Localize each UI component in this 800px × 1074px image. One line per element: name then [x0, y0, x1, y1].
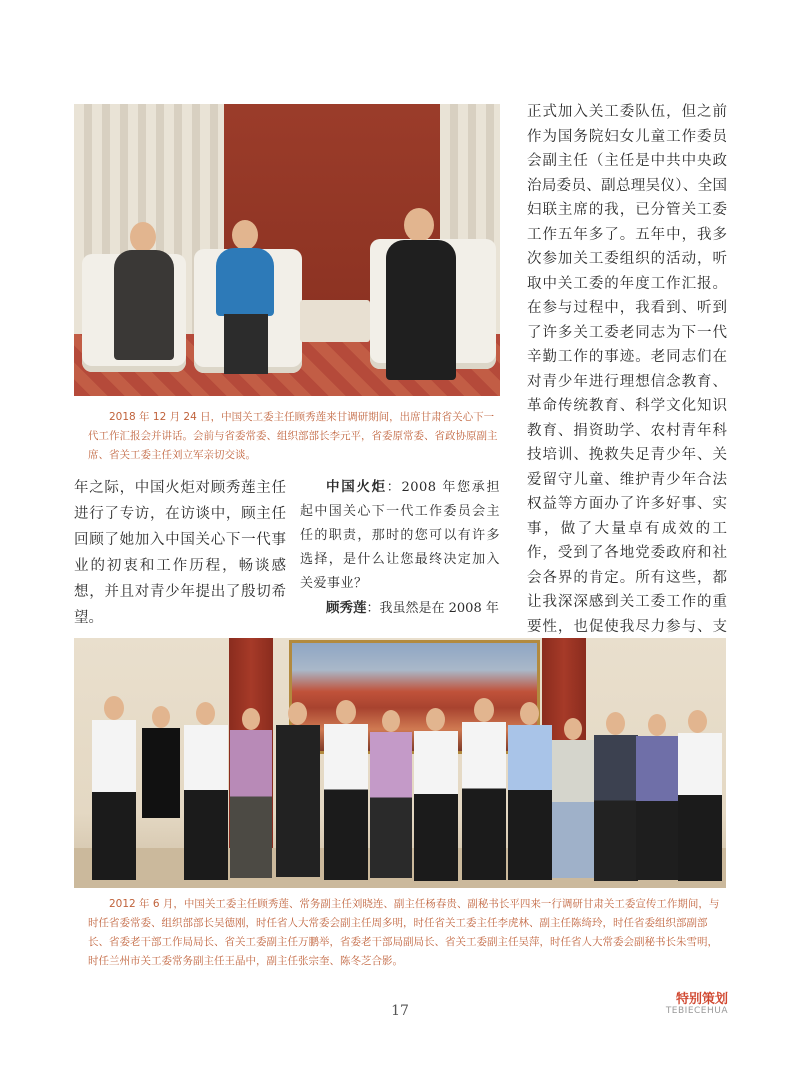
person-head [104, 696, 124, 720]
group-person [142, 728, 180, 818]
person-head [382, 710, 400, 732]
group-person [276, 725, 320, 877]
photo-caption: 2018 年 12 月 24 日，中国关工委主任顾秀莲来甘调研期间，出席甘肃省关心下一代工作汇报会并讲话。会前与省委常委、组织部部长李元平，省委原常委、省政协原副主席、省关工委主任刘立军亲切交谈。 [88, 411, 498, 461]
interview-question [300, 475, 500, 596]
interview-column [300, 475, 500, 621]
section-title: 特别策划 [675, 992, 728, 1007]
person-head [474, 698, 494, 722]
group-person [462, 722, 506, 880]
person-head [196, 702, 215, 725]
person-head [242, 708, 260, 730]
person-head [232, 220, 258, 250]
person-head [130, 222, 156, 252]
page-number: 17 [391, 1003, 409, 1019]
group-person [230, 730, 272, 878]
group-person [636, 736, 678, 880]
person-head [152, 706, 170, 728]
group-person [414, 731, 458, 881]
person-left [114, 250, 174, 360]
group-person [508, 725, 552, 880]
question-speaker: 中国火炬 [326, 479, 387, 495]
person-head [288, 702, 307, 725]
group-person [92, 720, 136, 880]
group-person [324, 724, 368, 880]
person-head [336, 700, 356, 724]
group-person [594, 735, 638, 881]
person-head [606, 712, 625, 735]
answer-speaker: 顾秀莲 [326, 600, 367, 616]
group-person [184, 725, 228, 880]
interview-answer [300, 596, 500, 621]
article-text-left: 年之际，中国火炬对顾秀莲主任进行了专访，在访谈中，顾主任回顾了她加入中国关心下一代事业的初衷和工作历程，畅谈感想，并且对青少年提出了殷切希望。 [74, 480, 286, 626]
person-right [386, 240, 456, 380]
group-person [678, 733, 722, 881]
person-head [426, 708, 445, 731]
section-title-pinyin: TEBIECEHUA [665, 1006, 728, 1016]
meeting-photo [74, 104, 500, 396]
article-text-right: 正式加入关工委队伍，但之前作为国务院妇女儿童工作委员会副主任（主任是中共中央政治局委员、副总理吴仪）、全国妇联主席的我，已分管关工委工作五年多了。五年中，我多次参加关工委组织的活动，听取中关工委的年度工作汇报。在参与过程中，我看到、听到了许多关工委老同志为下一代辛勤工作的事迹。老同志们在对青少年进行理想信念教育、革命传统教育、科学文化知识教育、捐资助学、农村青年科技培训、挽救失足青少年、关爱留守儿童、维护青少年合法权益等方面办了许多好事、实事，做了大量卓有成效的工作，受到了各地党委政府和社会各界的肯定。所有这些，都让我深深感到关工委工作的重要性，也促使我尽力参与、支 [527, 104, 727, 635]
side-table [300, 300, 370, 342]
person-head [688, 710, 707, 733]
person-head [564, 718, 582, 740]
person-head [648, 714, 666, 736]
person-center [216, 248, 274, 316]
question-text: ：2008 年您承担起中国关心下一代工作委员会主任的职责，那时的您可以有许多选择，是什么让您最终决定加入关爱事业？ [300, 480, 501, 591]
person-center-legs [224, 314, 268, 374]
person-head [404, 208, 434, 242]
group-person [552, 740, 594, 878]
answer-text: ：我虽然是在 2008 年 [366, 601, 499, 616]
person-head [520, 702, 539, 725]
group-photo [74, 638, 726, 888]
group-person [370, 732, 412, 878]
group-photo-caption: 2012 年 6 月，中国关工委主任顾秀莲、常务副主任刘晓连、副主任杨春贵、副秘书长平四来一行调研甘肃关工委宣传工作期间，与时任省委常委、组织部部长吴德刚，时任省人大常委会副主任周多明，时任省关工委主任李虎林、副主任陈绮玲，时任省委组织部副部长、省委老干部工作局局长、省关工委副主任万鹏举，省委老干部局副局长、省关工委副主任吴萍，时任省人大常委会副秘书长朱雪明，时任兰州市关工委常务副主任王晶中，副主任张宗奎、陈冬芝合影。 [88, 898, 720, 967]
